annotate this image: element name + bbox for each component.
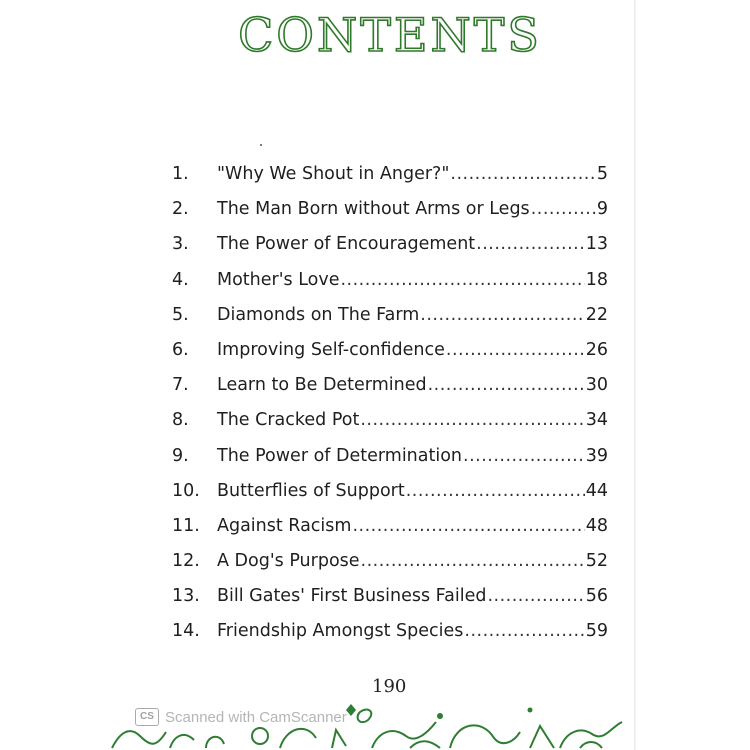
toc-entry-page: 39	[585, 445, 608, 466]
toc-entry	[172, 192, 608, 227]
toc-entry	[172, 298, 608, 333]
scan-speck	[260, 144, 262, 146]
toc-entry-title: Improving Self-confidence	[217, 339, 445, 360]
toc-entry-page: 52	[585, 551, 608, 572]
toc-dot-leader	[463, 439, 585, 474]
toc-entry-number: 4.	[172, 269, 189, 290]
toc-dot-leader	[340, 263, 584, 298]
toc-entry-number: 12.	[172, 551, 200, 572]
toc-entry	[172, 333, 608, 368]
toc-entry-number: 5.	[172, 304, 189, 325]
toc-entry-title: "Why We Shout in Anger?"	[217, 164, 450, 184]
toc-entry-title: Butterflies of Support	[217, 480, 405, 501]
toc-entry-title: Learn to Be Determined	[217, 375, 427, 396]
toc-entry-title: Friendship Amongst Species	[217, 621, 464, 642]
page-edge	[634, 0, 636, 750]
toc-entry-title: A Dog's Purpose	[217, 551, 360, 572]
toc-entry-number: 7.	[172, 375, 189, 396]
toc-entry-page: 44	[585, 480, 608, 501]
toc-entry-title: Diamonds on The Farm	[217, 304, 420, 325]
toc-entry	[172, 579, 608, 614]
toc-entry-page: 30	[585, 375, 608, 396]
toc-entry-title: Against Racism	[217, 515, 352, 536]
toc-entry-number: 10.	[172, 480, 200, 501]
toc-entry-number: 8.	[172, 410, 189, 431]
toc-dot-leader	[446, 333, 585, 368]
toc-entry-title: The Cracked Pot	[217, 410, 360, 431]
toc-entry-number: 9.	[172, 445, 189, 466]
toc-entry	[172, 368, 608, 403]
page-number: 190	[372, 676, 407, 697]
toc-entry-number: 13.	[172, 586, 200, 607]
watermark-text: Scanned with CamScanner	[165, 708, 347, 726]
toc-entry-title: The Man Born without Arms or Legs	[217, 199, 530, 220]
page-title: CONTENTS	[238, 8, 542, 62]
toc-dot-leader	[487, 579, 584, 614]
toc-entry-title: Bill Gates' First Business Failed	[217, 586, 487, 607]
toc-entry-number: 14.	[172, 621, 200, 642]
toc-dot-leader	[352, 509, 584, 544]
toc-entry-page: 9	[596, 199, 608, 220]
toc-entry-title: The Power of Encouragement	[217, 234, 476, 255]
toc-dot-leader	[406, 474, 585, 509]
toc-dot-leader	[464, 614, 584, 649]
toc-entry-page: 48	[585, 515, 608, 536]
toc-entry	[172, 403, 608, 438]
toc-entry-page: 22	[585, 304, 608, 325]
toc-dot-leader	[476, 227, 585, 262]
toc-entry-number: 11.	[172, 515, 200, 536]
toc-entry-page: 34	[585, 410, 608, 431]
toc-entry-page: 13	[585, 234, 608, 255]
toc-entry-page: 59	[585, 621, 608, 642]
toc-entry	[172, 263, 608, 298]
camscanner-watermark	[135, 708, 347, 726]
toc-entry	[172, 439, 608, 474]
toc-entry-title: Mother's Love	[217, 269, 340, 290]
toc-entry-page: 5	[596, 164, 608, 184]
toc-entry	[172, 614, 608, 649]
toc-entry-page: 26	[585, 339, 608, 360]
toc-entry	[172, 509, 608, 544]
camscanner-logo-icon: CS	[135, 708, 159, 726]
toc-entry-number: 2.	[172, 199, 189, 220]
toc-entry-number: 1.	[172, 164, 189, 184]
toc-dot-leader	[360, 403, 584, 438]
toc-dot-leader	[420, 298, 584, 333]
toc-entry-number: 3.	[172, 234, 189, 255]
toc-entry-page: 18	[585, 269, 608, 290]
toc-entry-page: 56	[585, 586, 608, 607]
toc-entry	[172, 474, 608, 509]
toc-dot-leader	[361, 544, 585, 579]
toc-entry	[172, 544, 608, 579]
toc-entry-title: The Power of Determination	[217, 445, 463, 466]
toc-dot-leader	[428, 368, 585, 403]
toc-entry-number: 6.	[172, 339, 189, 360]
toc-entry	[172, 227, 608, 262]
table-of-contents	[172, 157, 608, 650]
toc-dot-leader	[450, 157, 595, 192]
toc-entry	[172, 157, 608, 192]
toc-dot-leader	[531, 192, 596, 227]
